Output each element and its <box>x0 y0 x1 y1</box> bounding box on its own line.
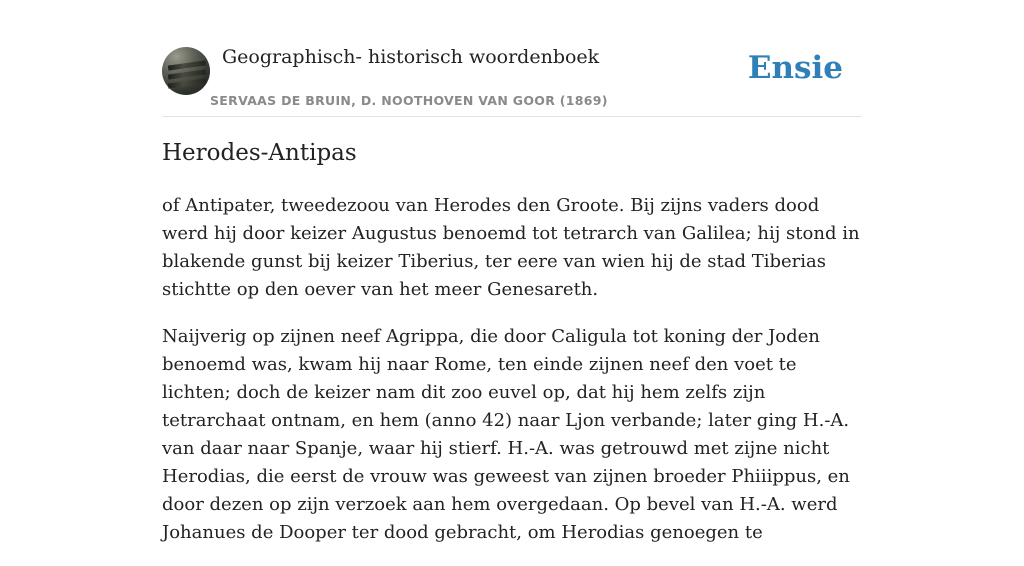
ensie-logo[interactable]: Ensie <box>747 50 843 86</box>
book-author: SERVAAS DE BRUIN, D. NOOTHOVEN VAN GOOR (1869) <box>210 93 608 108</box>
entry-paragraph-2: Naijverig op zijnen neef Agrippa, die door Caligula tot koning der Joden benoemd was, kwam hij naar Rome, ten einde zijnen neef den voet te lichten; doch de keizer nam dit zoo euvel op, dat hij hem zelfs zijn tetrarchaat ontnam, en hem (anno 42) naar Ljon verbande; later ging H.-A. van daar naar Spanje, waar hij stierf. H.-A. was getrouwd met zijne nicht Herodias, die eerst de vrouw was geweest van zijnen broeder Phiiippus, en door dezen op zijn verzoek aan hem overgedaan. Op bevel van H.-A. werd Johanues de Dooper ter dood gebracht, om Herodias genoegen te <box>162 326 850 543</box>
book-header <box>162 0 862 117</box>
book-title-link[interactable]: Geographisch- historisch woordenboek <box>222 46 600 68</box>
entry-title: Herodes-Antipas <box>162 140 357 166</box>
entry-body <box>162 192 862 566</box>
book-cover-icon[interactable] <box>162 47 210 95</box>
entry-paragraph-1: of Antipater, tweedezoou van Herodes den Groote. Bij zijns vaders dood werd hij door keizer Augustus benoemd tot tetrarch van Galilea; hij stond in blakende gunst bij keizer Tiberius, ter eere van wien hij de stad Tiberias stichtte op den oever van het meer Genesareth. <box>162 195 860 300</box>
